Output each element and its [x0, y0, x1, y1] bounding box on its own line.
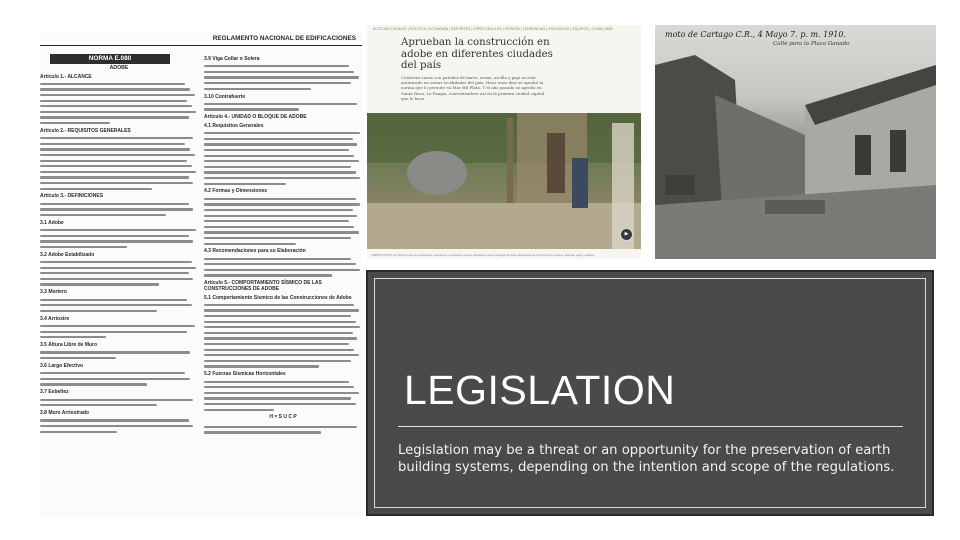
document-left-heading: 3.1 Adobe [40, 219, 64, 226]
ruined-street-illustration [655, 25, 936, 259]
regulation-document-image [40, 32, 362, 518]
news-nav-bar: NOTICIAS LOCALES | POLÍTICA | ECONOMÍA | DEPORTES | ESPECTÁCULOS | OPINIÓN | TENDENCIAS | POLICIALES | EQUIPOS | CLIMA | MÁS [373, 27, 613, 31]
document-right-text-line [204, 430, 362, 436]
document-left-text-line [40, 212, 198, 218]
document-left-text-line [40, 335, 198, 341]
document-left-heading: 3.4 Arriostre [40, 315, 70, 322]
document-left-text-line [40, 402, 198, 408]
document-right-text-line [204, 273, 362, 279]
document-right-heading: 5.1 Comportamiento Sísmico de las Construcciones de Adobe [204, 294, 352, 301]
document-header: REGLAMENTO NACIONAL DE EDIFICACIONES [40, 32, 362, 46]
document-left-text-line [40, 282, 198, 288]
document-left-text-line [40, 429, 198, 435]
document-left-text-line [40, 244, 198, 250]
document-right-heading: 3.9 Viga Collar o Solera [204, 56, 260, 62]
document-left-heading: 3.6 Largo Efectivo [40, 362, 84, 369]
historic-photo-caption: moto de Cartago C.R., 4 Mayo 7. p. m. 1910. [665, 30, 847, 39]
document-right-heading: 4.1 Requisitos Generales [204, 122, 264, 129]
document-right-text-line [204, 86, 362, 92]
document-left-text-line [40, 186, 198, 192]
document-left-heading: 3.7 Esbeltez [40, 389, 69, 396]
document-left-heading: 3.3 Mortero [40, 289, 67, 296]
document-right-heading: H = S U C P [269, 414, 297, 421]
document-right-text-line [204, 241, 362, 247]
document-left-heading: Artículo 3.- DEFINICIONES [40, 193, 104, 200]
document-right-heading: 4.3 Recomendaciones para su Elaboración [204, 248, 306, 255]
document-column-left [40, 54, 198, 434]
document-right-heading: Artículo 5.- COMPORTAMIENTO SÍSMICO DE LAS CONSTRUCCIONES DE ADOBE [204, 280, 322, 292]
document-left-heading: 3.8 Muro Arriostrado [40, 410, 89, 417]
news-photo [367, 113, 641, 249]
document-subtitle: ADOBE [109, 65, 129, 71]
document-left-heading: Artículo 1.- ALCANCE [40, 73, 92, 80]
slide-body-text: Legislation may be a threat or an opportunity for the preservation of earth building systems, depending on the intention and scope of the regulations. [398, 443, 895, 475]
news-photo-caption: CREDITO FOTO: En 2019 grupos de ecologistas, arquitectos e ingenieros vienen trabajando para investigar técnicas alternativas de construcción en barro, además, paja y madera. [371, 253, 595, 257]
document-right-text-line [204, 407, 362, 413]
document-right-text-line [204, 364, 362, 370]
document-left-heading: Artículo 2.- REQUISITOS GENERALES [40, 127, 131, 134]
document-right-heading: Artículo 4.- UNIDAD O BLOQUE DE ADOBE [204, 114, 307, 121]
document-left-text-line [40, 308, 198, 314]
historic-photo-subcaption: Calle para la Plaza Ganado [773, 41, 850, 47]
document-right-text-line [204, 181, 362, 187]
historic-earthquake-photo [655, 25, 936, 259]
document-left-heading: 3.5 Altura Libre de Muro [40, 342, 98, 349]
document-left-text-line [40, 355, 198, 361]
document-left-text-line [40, 382, 198, 388]
slide-title: LEGISLATION [404, 367, 676, 413]
document-right-heading: 4.2 Formas y Dimensiones [204, 188, 268, 195]
document-column-right [204, 54, 362, 435]
document-column-right-body [204, 57, 362, 435]
document-right-text-line [204, 107, 362, 113]
document-right-heading: 5.2 Fuerzas Sísmicas Horizontales [204, 371, 286, 378]
document-left-text-line [40, 120, 198, 126]
document-norma-label: NORMA E.080 [50, 54, 170, 64]
circle-play-icon[interactable]: ▶ [620, 228, 633, 241]
document-right-heading: 3.10 Contrafuerte [204, 93, 246, 100]
legislation-card [366, 270, 934, 516]
adobe-workers-illustration [367, 113, 641, 249]
document-left-heading: 3.2 Adobe Estabilizado [40, 251, 95, 258]
news-lead-paragraph: Construir casas con paredes de barro, arena, arcilla y paja es está autorizado en varias localidades del país. Hace unos días se aprobó la norma que lo permite en Mar del Plata. Y el año pasado se aprobó en Santa Rosa, La Pampa, convirtiéndose así en la primera ciudad capital que lo hace. [401, 75, 545, 101]
document-column-left-body [40, 75, 198, 435]
title-divider [398, 426, 903, 427]
news-article-image [367, 25, 641, 259]
news-headline: Aprueban la construcción en adobe en diferentes ciudades del país [401, 37, 553, 71]
